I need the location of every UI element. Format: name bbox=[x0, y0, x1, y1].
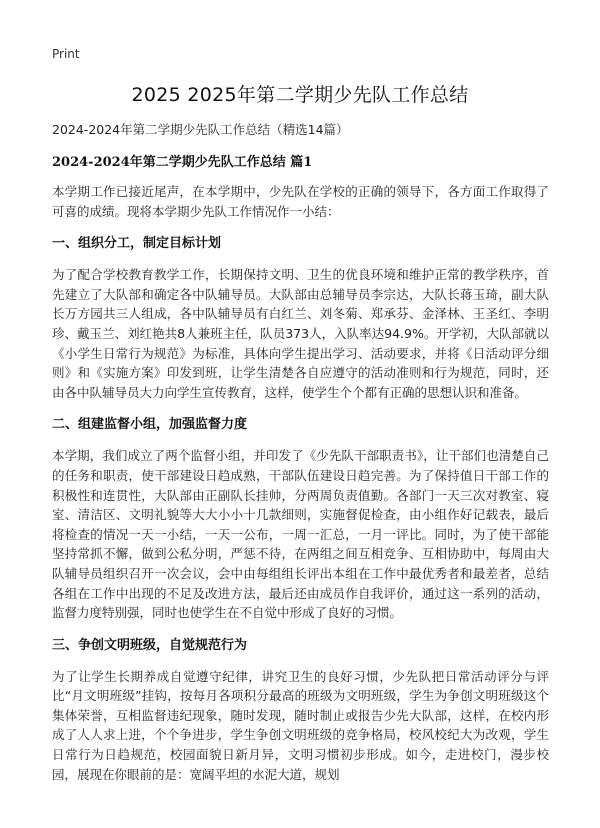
section-body-3: 为了让学生长期养成自觉遵守纪律，讲究卫生的良好习惯，少先队把日常活动评分与评比“月文明班级”挂钩，按每月各项积分最高的班级为文明班级，学生为争创文明班级这个集体荣誉，互相监督违纪现象，随时发现，随时制止或报告少先大队部，这样，在校内形成了人人求上进，个个争进步，学生争创文明班级的竞争格局，校风校纪大为改观，学生日常行为日趋规范，校园面貌日新月异，文明习惯初步形成。如今，走进校门，漫步校园，展现在你眼前的是：宽阔平坦的水泥大道，规划 bbox=[52, 668, 549, 782]
section-heading-2: 二、组建监督小组，加强监督力度 bbox=[52, 417, 248, 433]
section-body-1: 为了配合学校教育教学工作，长期保持文明、卫生的优良环境和维护正常的教学秩序，首先建立了大队部和确定各中队辅导员。大队部由总辅导员李宗达，大队长蒋玉琦，副大队长万方园共三人组成，各中队辅导员有白红兰、刘冬菊、郑承芬、金泽林、王圣红、李明珍、戴玉兰、刘红艳共8人兼班主任，队员373人，入队率达94.9%。开学初，大队部就以《小学生日常行为规范》为标准，具体向学生提出学习、活动要求，并将《日活动评分细则》和《实施方案》印发到班，让学生清楚各自应遵守的活动准则和行为规范，同时，还由各中队辅导员大力向学生宣传教育，这样，使学生个个都有正确的思想认识和准备。 bbox=[52, 267, 549, 400]
article-title: 2024-2024年第二学期少先队工作总结 篇1 bbox=[52, 155, 313, 170]
document-subtitle: 2024-2024年第二学期少先队工作总结（精选14篇） bbox=[52, 122, 349, 137]
document-title: 2025 2025年第二学期少先队工作总结 bbox=[131, 84, 469, 106]
section-heading-3: 三、争创文明班级，自觉规范行为 bbox=[52, 637, 248, 653]
print-link[interactable]: Print bbox=[52, 47, 80, 61]
section-body-2: 本学期，我们成立了两个监督小组，并印发了《少先队干部职责书》，让干部们也清楚自己的任务和职责，使干部建设日趋成熟，干部队伍建设日趋完善。为了保持值日干部工作的积极性和连贯性，大队部由正副队长挂帅，分两周负责值勤。各部门一天三次对教室、寝室、清洁区、文明礼貌等大大小小十几款细则，实施督促检查，由小组作好记载表，最后将检查的情况一天一小结，一天一公布，一周一汇总，一月一评比。同时，为了使干部能坚持常抓不懈，做到公私分明，严惩不待，在两组之间互相竞争、互相协助中，每周由大队辅导员组织召开一次会议，会中由每组组长评出本组在工作中最优秀者和最差者，总结各组在工作中出现的不足及改进方法，最后还由成员作自我评价，通过这一系列的活动，监督力度特别强，同时也使学生在不自觉中形成了良好的习惯。 bbox=[52, 448, 549, 621]
intro-paragraph: 本学期工作已接近尾声，在本学期中，少先队在学校的正确的领导下，各方面工作取得了可喜的成绩。现将本学期少先队工作情况作一小结： bbox=[52, 184, 549, 219]
document-content bbox=[52, 121, 549, 794]
section-heading-1: 一、组织分工，制定目标计划 bbox=[52, 236, 222, 252]
